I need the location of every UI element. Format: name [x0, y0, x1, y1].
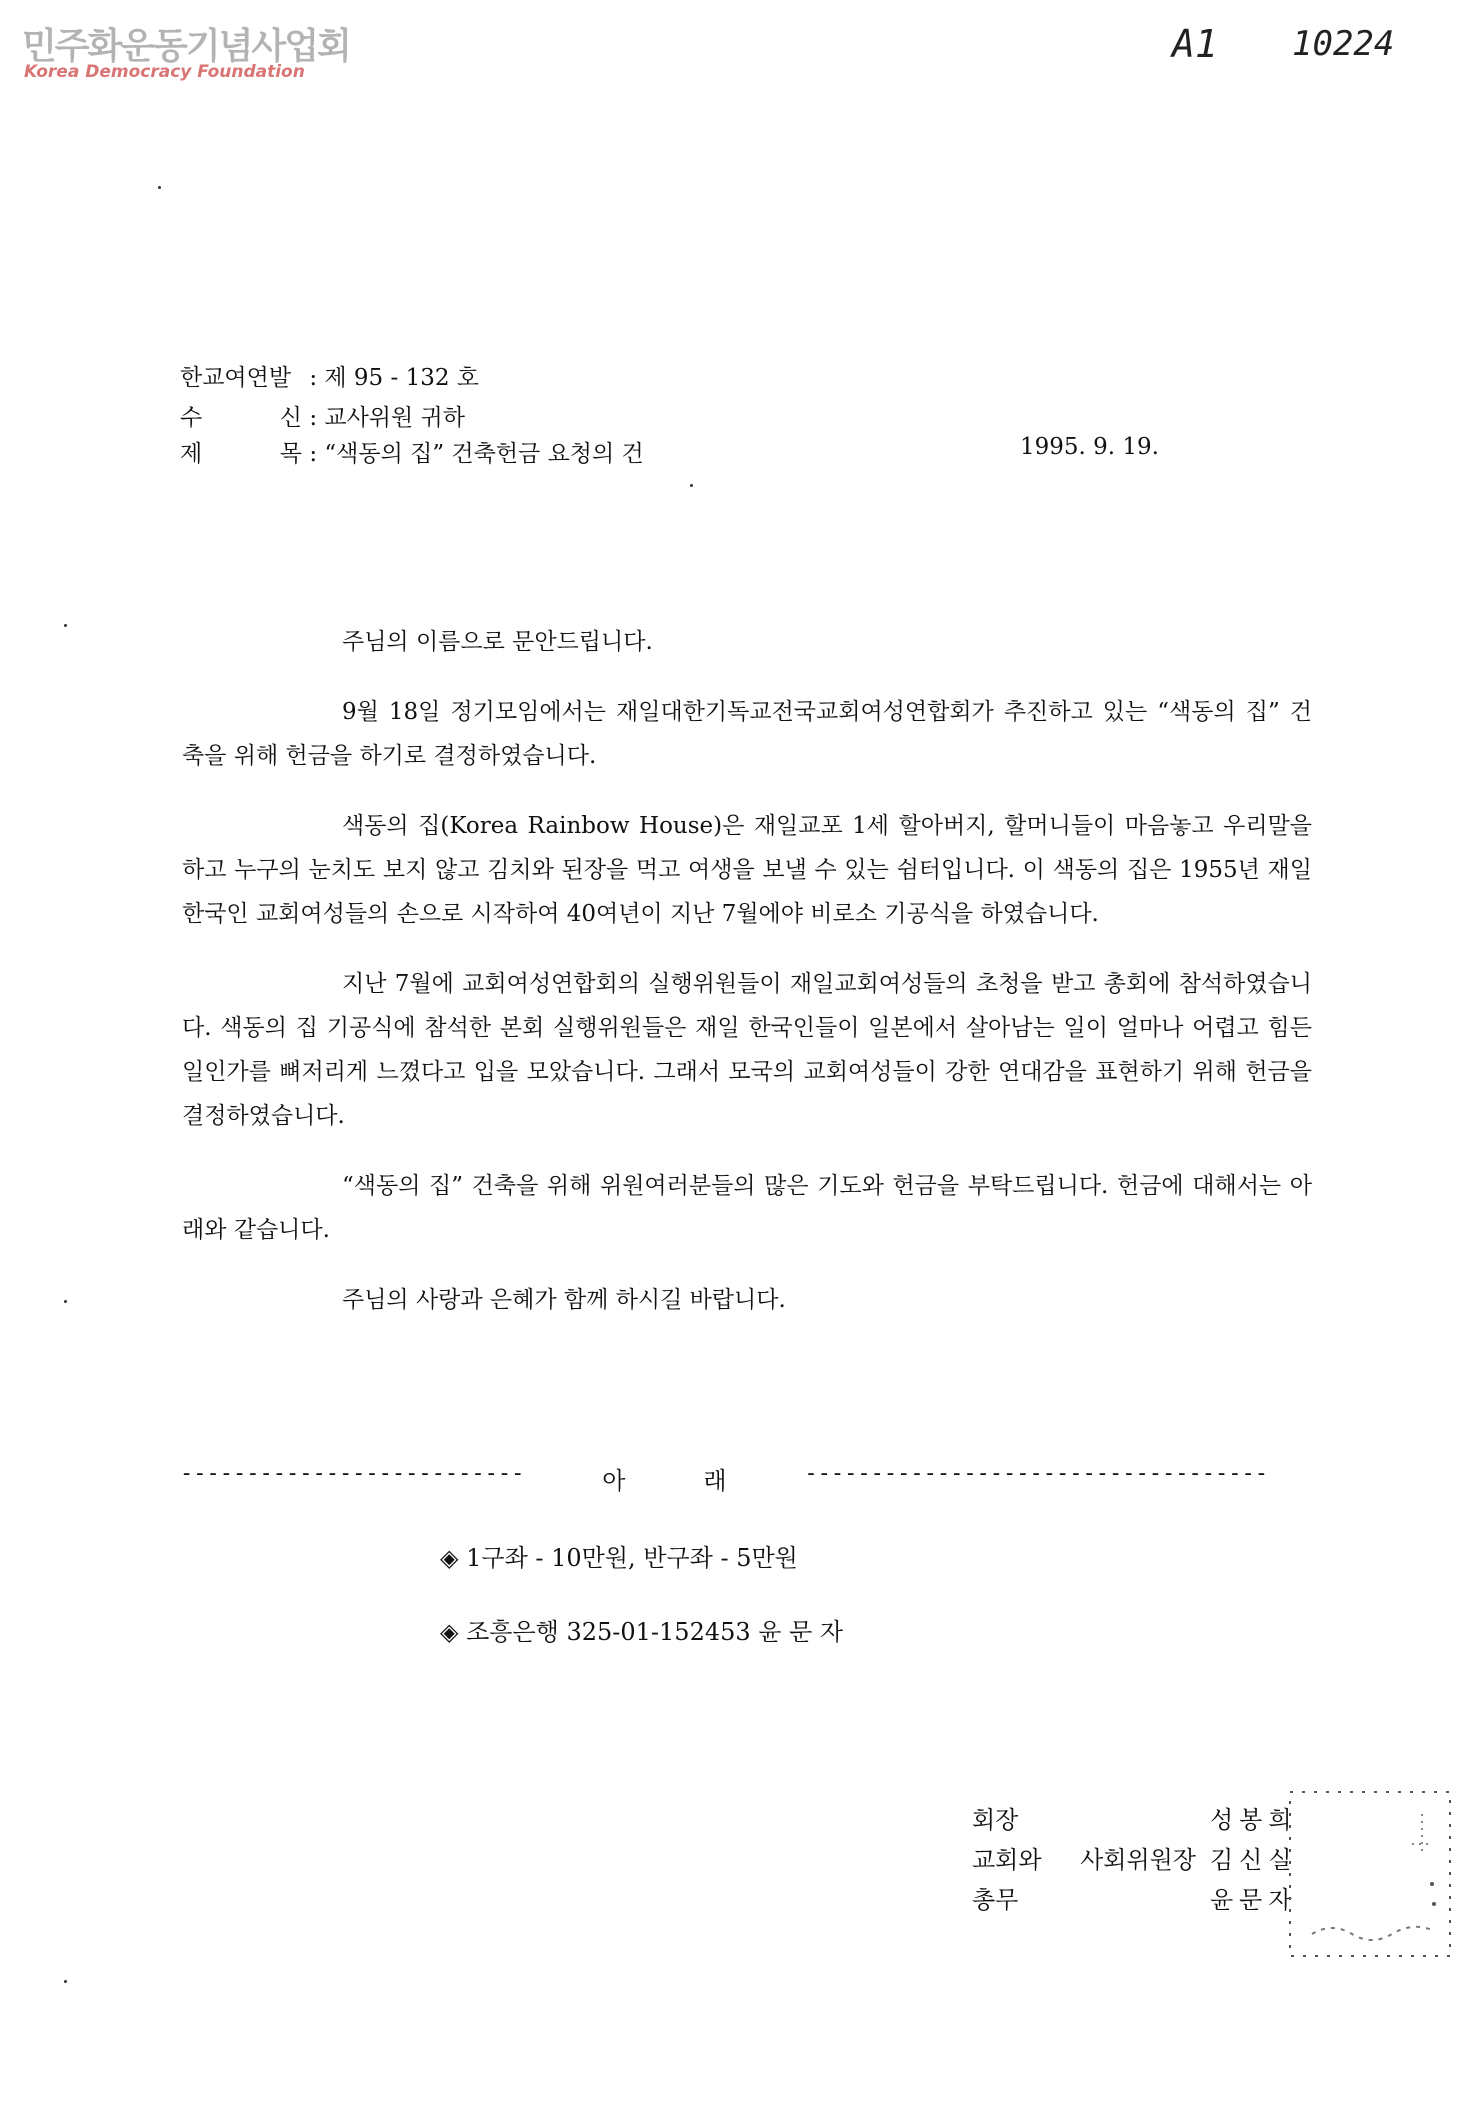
- scan-speck: [64, 624, 67, 627]
- bank-account-text: 조흥은행 325-01-152453 윤 문 자: [466, 1618, 844, 1646]
- signature-title: 총무: [972, 1886, 1019, 1914]
- colon: :: [309, 441, 325, 467]
- colon: :: [309, 365, 325, 391]
- signature-row: [972, 1880, 1306, 1920]
- scan-speck: [64, 1980, 67, 1983]
- scan-speck: [158, 186, 161, 189]
- donation-units-text: 1구좌 - 10만원, 반구좌 - 5만원: [466, 1544, 798, 1572]
- letter-body: [182, 620, 1312, 1348]
- list-item-donation-units: [440, 1538, 798, 1573]
- blessing-paragraph: 주님의 사랑과 은혜가 함께 하시길 바랍니다.: [342, 1287, 786, 1313]
- rainbow-house-paragraph: 색동의 집(Korea Rainbow House)은 재일교포 1세 할아버지, 할머니들이 마음놓고 우리말을 하고 누구의 눈치도 보지 않고 김치와 된장을 먹고 여생을 보낼 수 있는 쉼터입니다. 이 색동의 집은 1955년 재일 한국인 교회여성들의 손으로 시작하여 40여년이 지난 7월에야 비로소 기공식을 하였습니다.: [182, 813, 1312, 927]
- handwritten-code: A1: [1172, 22, 1218, 66]
- scan-speck: [690, 484, 693, 487]
- foundation-logo-korean: 민주화운동기념사업회: [22, 26, 350, 67]
- signature-title: 교회와 사회위원장: [972, 1846, 1196, 1874]
- separator-dashes-left: --------------------------: [180, 1461, 525, 1486]
- scan-speck: [64, 1300, 67, 1303]
- signature-title: 회장: [972, 1806, 1019, 1834]
- notice-separator: [180, 1461, 1268, 1496]
- recipient-label: 수 신: [180, 405, 302, 431]
- foundation-logo-english: Korea Democracy Foundation: [24, 62, 305, 82]
- document-number-value: 제 95 - 132 호: [324, 365, 479, 391]
- list-item-bank-account: [440, 1612, 843, 1647]
- signature-row: [972, 1800, 1306, 1840]
- separator-word-a: 아: [602, 1467, 626, 1495]
- document-date: 1995. 9. 19.: [1020, 434, 1159, 460]
- signature-name: 김신실: [1210, 1846, 1298, 1874]
- signature-block: [972, 1800, 1306, 1920]
- request-paragraph: “색동의 집” 건축을 위해 위원여러분들의 많은 기도와 헌금을 부탁드립니다. 헌금에 대해서는 아래와 같습니다.: [182, 1173, 1312, 1243]
- official-seal-stamp: [1282, 1784, 1460, 1966]
- signature-name: 윤문자: [1210, 1886, 1298, 1914]
- separator-word-rae: 래: [703, 1467, 727, 1495]
- recipient-line: [180, 398, 465, 438]
- signature-row: [972, 1840, 1306, 1880]
- visit-paragraph: 지난 7월에 교회여성연합회의 실행위원들이 재일교회여성들의 초청을 받고 총회에 참석하였습니다. 색동의 집 기공식에 참석한 본회 실행위원들은 재일 한국인들이 일본에서 살아남는 일이 얼마나 어렵고 힘든 일인가를 뼈저리게 느꼈다고 입을 모았습니다. 그래서 모국의 교회여성들이 강한 연대감을 표현하기 위해 헌금을 결정하였습니다.: [182, 971, 1312, 1129]
- colon: :: [309, 405, 325, 431]
- recipient-value: 교사위원 귀하: [324, 405, 465, 431]
- document-number-line: [180, 358, 479, 398]
- document-number-label: 한교여연발: [180, 365, 292, 391]
- subject-label: 제 목: [180, 441, 302, 467]
- separator-dashes-right: -----------------------------------: [804, 1461, 1268, 1486]
- greeting-paragraph: 주님의 이름으로 문안드립니다.: [342, 629, 653, 655]
- subject-value: “색동의 집” 건축헌금 요청의 건: [324, 441, 644, 467]
- diamond-bullet-icon: ◈: [440, 1618, 459, 1646]
- handwritten-number: 10224: [1292, 24, 1395, 64]
- signature-name: 성봉희: [1210, 1806, 1298, 1834]
- decision-paragraph: 9월 18일 정기모임에서는 재일대한기독교전국교회여성연합회가 추진하고 있는 “색동의 집” 건축을 위해 헌금을 하기로 결정하였습니다.: [182, 699, 1312, 769]
- diamond-bullet-icon: ◈: [440, 1544, 459, 1572]
- subject-line: [180, 434, 644, 474]
